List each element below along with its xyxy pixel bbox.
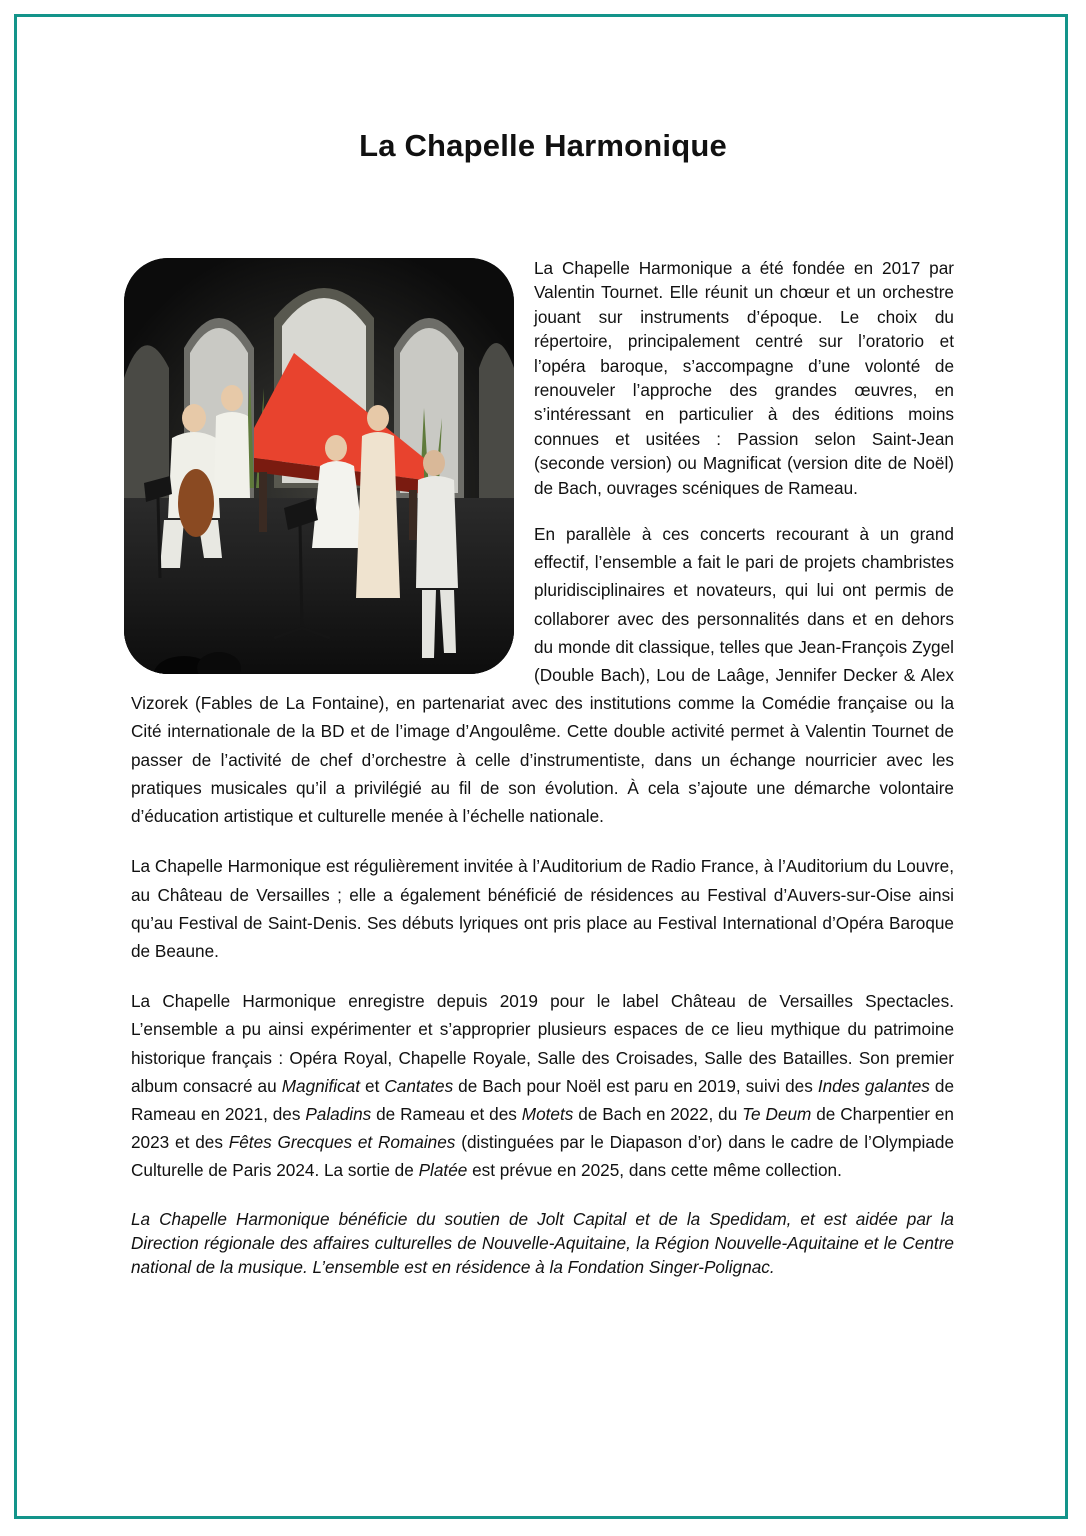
recordings-text: de Bach en 2022, du [573, 1103, 743, 1124]
recordings-text: de Bach pour Noël est paru en 2019, suivi des [453, 1075, 818, 1096]
paragraph-chamber-projects: En parallèle à ces concerts recourant à un grand effectif, l’ensemble a fait le pari de projets chambristes pluridisciplinaires et novateurs, qui lui ont permis de collaborer avec des personnalités dans et en dehors du monde dit classique, telles que Jean-François Zygel (Double Bach), Lou de Laâge, Jennifer Decker & Alex Vizorek (Fables de La Fontaine), en partenariat avec des institutions comme la Comédie française ou la Cité internationale de la BD et de l’image d’Angoulême. Cette double activité permet à Valentin Tournet de passer de l’activité de chef d’orchestre à celle d’instrumentiste, dans un échange nourricier avec les pratiques musicales qu’il a privilégié au fil de son évolution. À cela s’ajoute une démarche volontaire d’éducation artistique et culturelle menée à l’échelle nationale. [131, 524, 954, 827]
album-title: Fêtes Grecques et Romaines [228, 1132, 456, 1153]
paragraph-founding: La Chapelle Harmonique a été fondée en 2017 par Valentin Tournet. Elle réunit un chœur et un orchestre jouant sur instruments d’époque. Le choix du répertoire, principalement centré sur l’oratorio et l’opéra baroque, s’accompagne d’une volonté de renouveler l’approche des grandes œuvres, en s’intéressant en particulier à des éditions moins connues et usitées : Passion selon Saint-Jean (seconde version) ou Magnificat (version dite de Noël) de Bach, ouvrages scéniques de Rameau. [534, 258, 954, 498]
recordings-text: est prévue en 2025, dans cette même collection. [467, 1160, 842, 1181]
paragraph-sponsors: La Chapelle Harmonique bénéficie du soutien de Jolt Capital et de la Spedidam, et est aidée par la Direction régionale des affaires culturelles de Nouvelle-Aquitaine, la Région Nouvelle-Aquitaine et le Centre national de la musique. L’ensemble est en résidence à la Fondation Singer-Polignac. [131, 1208, 954, 1278]
album-title: Platée [418, 1160, 468, 1181]
paragraph-venues: La Chapelle Harmonique est régulièrement invitée à l’Auditorium de Radio France, à l’Auditorium du Louvre, au Château de Versailles ; elle a également bénéficié de résidences au Festival d’Auvers-sur-Oise ainsi qu’au Festival de Saint-Denis. Ses débuts lyriques ont pris place au Festival International d’Opéra Baroque de Beaune. [131, 856, 954, 961]
album-title: Magnificat [281, 1075, 361, 1096]
concert-photo-illustration [124, 258, 514, 674]
page-title: La Chapelle Harmonique [359, 128, 727, 163]
album-title: Indes galantes [817, 1075, 930, 1096]
album-title: Motets [521, 1103, 574, 1124]
album-title: Paladins [305, 1103, 372, 1124]
recordings-text: La Chapelle Harmonique enregistre depuis 2019 pour le label Château de Versailles Spectacles. L’ensemble a pu ainsi expérimenter et s’approprier plusieurs espaces de ce lieu mythique du patrimoine historique français : Opéra Royal, Chapelle Royale, Salle des Croisades, Salle des Batailles. Son premier album consacré au [131, 991, 954, 1096]
recordings-text: et [360, 1075, 385, 1096]
album-title: Cantates [384, 1075, 454, 1096]
recordings-text: de Rameau et des [371, 1103, 522, 1124]
paragraph-recordings [131, 987, 954, 1184]
recordings-text: de Rameau en 2021, des [131, 1075, 954, 1124]
recordings-text: (distinguées par le Diapason d’or) dans le cadre de l’Olympiade Culturelle de Paris 2024. La sortie de [131, 1132, 955, 1181]
recordings-text: de Charpentier en 2023 et des [131, 1103, 954, 1153]
article-body [131, 256, 954, 1302]
album-title: Te Deum [742, 1103, 812, 1124]
ensemble-photo [124, 258, 514, 674]
